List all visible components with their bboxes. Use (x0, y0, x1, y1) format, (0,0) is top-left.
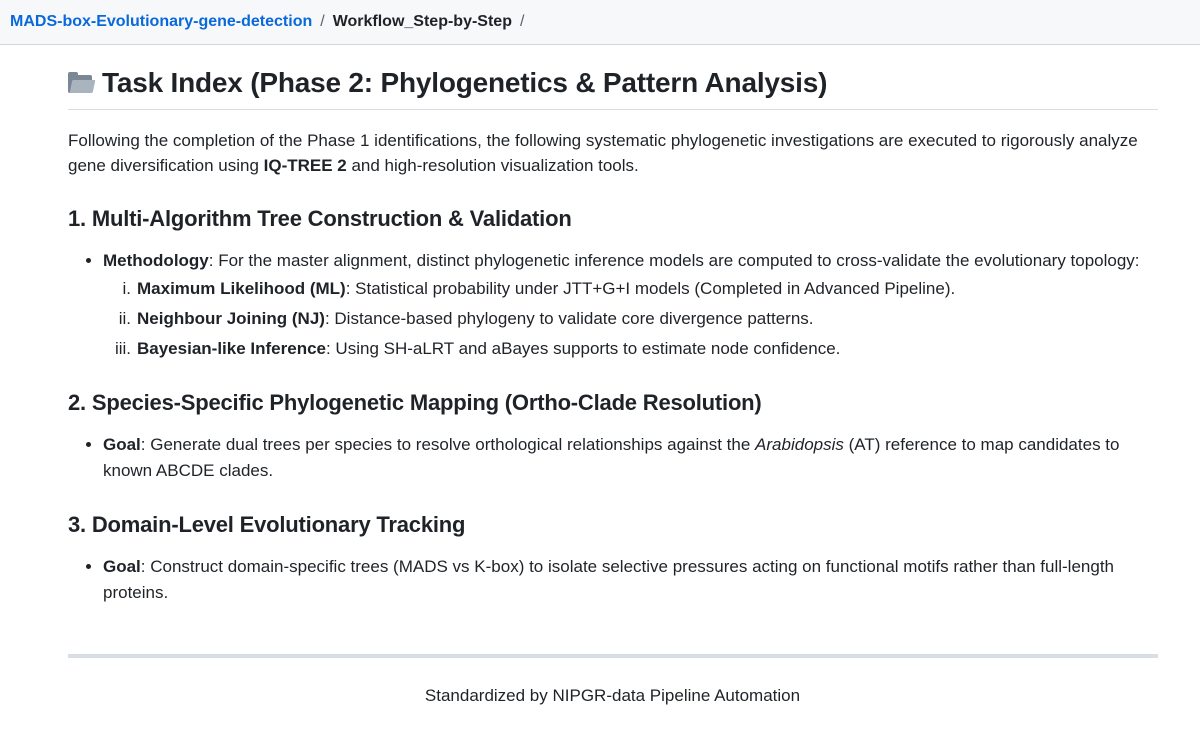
section-3-list (68, 554, 1158, 606)
list-item (103, 248, 1158, 362)
sublist-number: ii. (118, 309, 131, 328)
bullet-label: Goal (103, 435, 141, 454)
bullet-text: : Construct domain-specific trees (MADS vs K-box) to isolate selective pressures acting on functional motifs rather than full-length proteins. (103, 557, 1114, 602)
sublist-label: Maximum Likelihood (ML) (137, 279, 346, 298)
sublist-number: i. (122, 279, 131, 298)
intro-paragraph (68, 128, 1158, 178)
list-item (103, 554, 1158, 606)
footer-text: Standardized by NIPGR-data Pipeline Automation (424, 686, 801, 705)
section-heading-2: 2. Species-Specific Phylogenetic Mapping (Ortho-Clade Resolution) (68, 390, 762, 415)
page-title (68, 67, 1158, 110)
sublist-number: iii. (114, 339, 131, 358)
bullet-italic: Arabidopsis (755, 435, 844, 454)
horizontal-rule (68, 654, 1158, 658)
breadcrumb-separator: / (320, 13, 325, 30)
methods-sublist (103, 276, 1158, 362)
bullet-label: Goal (103, 557, 141, 576)
intro-text-end: and high-resolution visualization tools. (346, 156, 639, 175)
list-item (103, 432, 1158, 484)
sublist-item (103, 336, 1158, 362)
breadcrumb (0, 0, 1200, 45)
section-heading-3: 3. Domain-Level Evolutionary Tracking (68, 512, 466, 537)
sublist-item (103, 276, 1158, 302)
sublist-label: Bayesian-like Inference (137, 339, 326, 358)
sublist-text: : Statistical probability under JTT+G+I models (Completed in Advanced Pipeline). (345, 279, 956, 298)
sublist-text: : Distance-based phylogeny to validate core divergence patterns. (324, 309, 814, 328)
sublist-label: Neighbour Joining (NJ) (137, 309, 325, 328)
bullet-text: : Generate dual trees per species to resolve orthological relationships against the (140, 435, 756, 454)
bullet-text-end: (AT) reference to map candidates to known ABCDE clades. (103, 435, 1120, 480)
intro-text: Following the completion of the Phase 1 identifications, the following systematic phylogenetic investigations are executed to rigorously analyze gene diversification using (68, 131, 1138, 175)
breadcrumb-separator: / (519, 13, 525, 30)
breadcrumb-repo-link[interactable]: MADS-box-Evolutionary-gene-detection (10, 13, 313, 30)
section-heading-1: 1. Multi-Algorithm Tree Construction & Validation (68, 206, 572, 231)
section-2-list (68, 432, 1158, 484)
markdown-body (68, 45, 1158, 606)
breadcrumb-current-folder: Workflow_Step-by-Step (332, 13, 512, 30)
bullet-label: Methodology (103, 251, 209, 270)
sublist-item (103, 306, 1158, 332)
sublist-text: : Using SH-aLRT and aBayes supports to estimate node confidence. (325, 339, 841, 358)
intro-bold: IQ-TREE 2 (263, 156, 347, 175)
page-title-text: Task Index (Phase 2: Phylogenetics & Pattern Analysis) (102, 67, 828, 98)
folder-open-icon (68, 72, 94, 94)
bullet-text: : For the master alignment, distinct phylogenetic inference models are computed to cross-validate the evolutionary topology: (208, 251, 1140, 270)
section-1-list (68, 248, 1158, 362)
